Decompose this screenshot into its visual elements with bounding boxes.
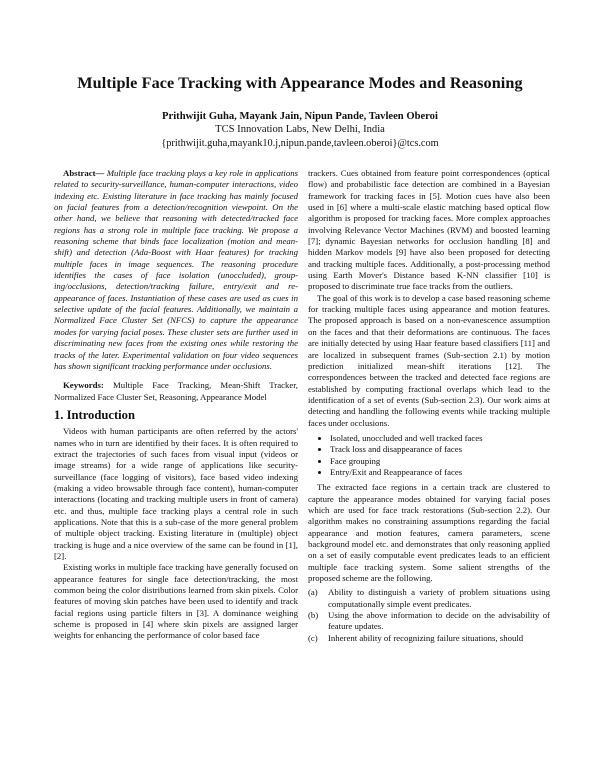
list-item: • Face grouping (330, 456, 550, 467)
right-paragraph-1: trackers. Cues obtained from feature point correspondences (optical flow) and probabilistic face detection are combined in a Bayesian framework for tracking faces in [5]. Motion cues have also been used in [6] where a multi-scale elastic matching based optical flow algorithm is proposed for tracking faces. More complex approaches involving Relevance Vector Machines (RVM) and boosted learning [7]; dynamic Bayesian networks for occlusion handling [8] and hidden Markov models [9] have also been proposed for detecting and tracking multiple faces. Additionally, a post-processing method using Earth Mover's Distance based K-NN classifier [10] is proposed to discriminate true face tracks from the outliers. (308, 168, 550, 292)
item-marker: (a) (308, 587, 318, 598)
left-column (54, 168, 298, 642)
intro-paragraph-2: Existing works in multiple face tracking have generally focused on appearance features for single face detection/tracking, the most common being the color distributions learned from skin pixels. Color features of moving skin patches have been used to identify and track facial regions using particle filters in [3]. A dominance weighing scheme is proposed in [4] where skin pixels are assigned larger weights for enhancing the performance of color based face (54, 562, 298, 641)
right-paragraph-3: The extracted face regions in a certain track are clustered to capture the appearance modes obtained for varying facial poses which are used for face track restorations (Sub-section 2.2). Our algorithm makes no constraining assumptions regarding the facial appearance and motion features, camera parameters, scene background model etc. and demonstrates that only reasoning applied on a set of easily computable event predicates leads to an efficient multiple face tracking system. Some salient strengths of the proposed scheme are the following. (308, 482, 550, 584)
list-item: • Isolated, unoccluded and well tracked faces (330, 433, 550, 444)
affiliation: TCS Innovation Labs, New Delhi, India (215, 124, 385, 135)
paper-title: Multiple Face Tracking with Appearance Modes and Reasoning (77, 74, 523, 92)
author-emails: {prithwijit.guha,mayank10.j,nipun.pande,tavleen.oberoi}@tcs.com (161, 138, 439, 149)
right-paragraph-2: The goal of this work is to develop a case based reasoning scheme for tracking multiple faces using appearance and motion features. The proposed approach is based on a non-evanescence assumption on the faces and that their deformations are continuous. The faces are initially detected by using Haar feature based classifiers [11] and are localized in subsequent frames (Sub-section 2.1) by motion prediction initialized mean-shift iterations [12]. The correspondences between the tracked and detected face regions are established by computing fractional overlaps which lead to the identification of a set of events (Sub-section 2.3). Our work aims at detecting and handling the following events while tracking multiple faces under occlusions. (308, 292, 550, 428)
strengths-list (308, 587, 550, 644)
item-text: Using the above information to decide on the advisability of feature updates. (328, 610, 550, 632)
item-marker: (b) (308, 610, 319, 621)
keywords (54, 380, 298, 403)
list-item: • Entry/Exit and Reappearance of faces (330, 467, 550, 478)
author-list: Prithwijit Guha, Mayank Jain, Nipun Pande, Tavleen Oberoi (162, 111, 438, 122)
intro-paragraph-1: Videos with human participants are often referred by the actors' names who in turn are identified by their faces. It is often required to extract the trajectories of such faces from visual input (videos or image streams) for a wide range of applications like security-surveillance (face logging of visitors), face based video indexing (making a video browsable through face content), human-computer interactions (locating and tracking multiple users in front of camera) etc. and thus, multiple face tracking plays a central role in such applications. Note that this is a sub-case of the more general problem of multiple object tracking. Existing literature in (multiple) object tracking is huge and a nice overview of the same can be found in [1], [2]. (54, 426, 298, 561)
list-item (308, 587, 550, 610)
section-heading-introduction: 1. Introduction (54, 407, 135, 422)
item-text: Inherent ability of recognizing failure situations, should (328, 632, 524, 643)
abstract (54, 168, 298, 372)
keywords-text: Multiple Face Tracking, Mean-Shift Tracker, Normalized Face Cluster Set, Reasoning, Appearance Model (54, 380, 298, 402)
item-text: Ability to distinguish a variety of problem situations using computationally simple event predicates. (328, 587, 550, 609)
list-item (308, 610, 550, 633)
right-column (308, 168, 550, 644)
list-item (308, 633, 550, 644)
abstract-label: Abstract— (63, 168, 105, 178)
event-list (308, 433, 550, 478)
keywords-label: Keywords: (63, 380, 104, 391)
list-item: • Track loss and disappearance of faces (330, 444, 550, 455)
abstract-text: Multiple face tracking plays a key role in applications related to security-surveillance, human-computer interactions, video indexing etc. Existing literature in face tracking has mainly focused on facial features from a detection/recognition viewpoint. On the other hand, we believe that reasoning with detected/tracked face regions has a strong role in multiple face tracking. We propose a reasoning scheme that binds face localization (motion and mean-shift) and detection (Ada-Boost with Haar features) for tracking multiple faces in image sequences. The reasoning procedure identifies the cases of face isolation (unoccluded), group-ing/occlusions, detection/tracking failure, entry/exit and re-appearance of faces. Instantiation of these cases are used as cues in selective update of the facial features. Additionally, we maintain a Normalized Face Cluster Set (NFCS) to capture the appearance modes for varying facial poses. These cluster sets are further used in discriminating new faces from the existing ones while restoring the tracks of the later. Experimental validation on four video sequences has shown significant tracking performance under occlusions. (54, 168, 298, 371)
item-marker: (c) (308, 632, 318, 643)
